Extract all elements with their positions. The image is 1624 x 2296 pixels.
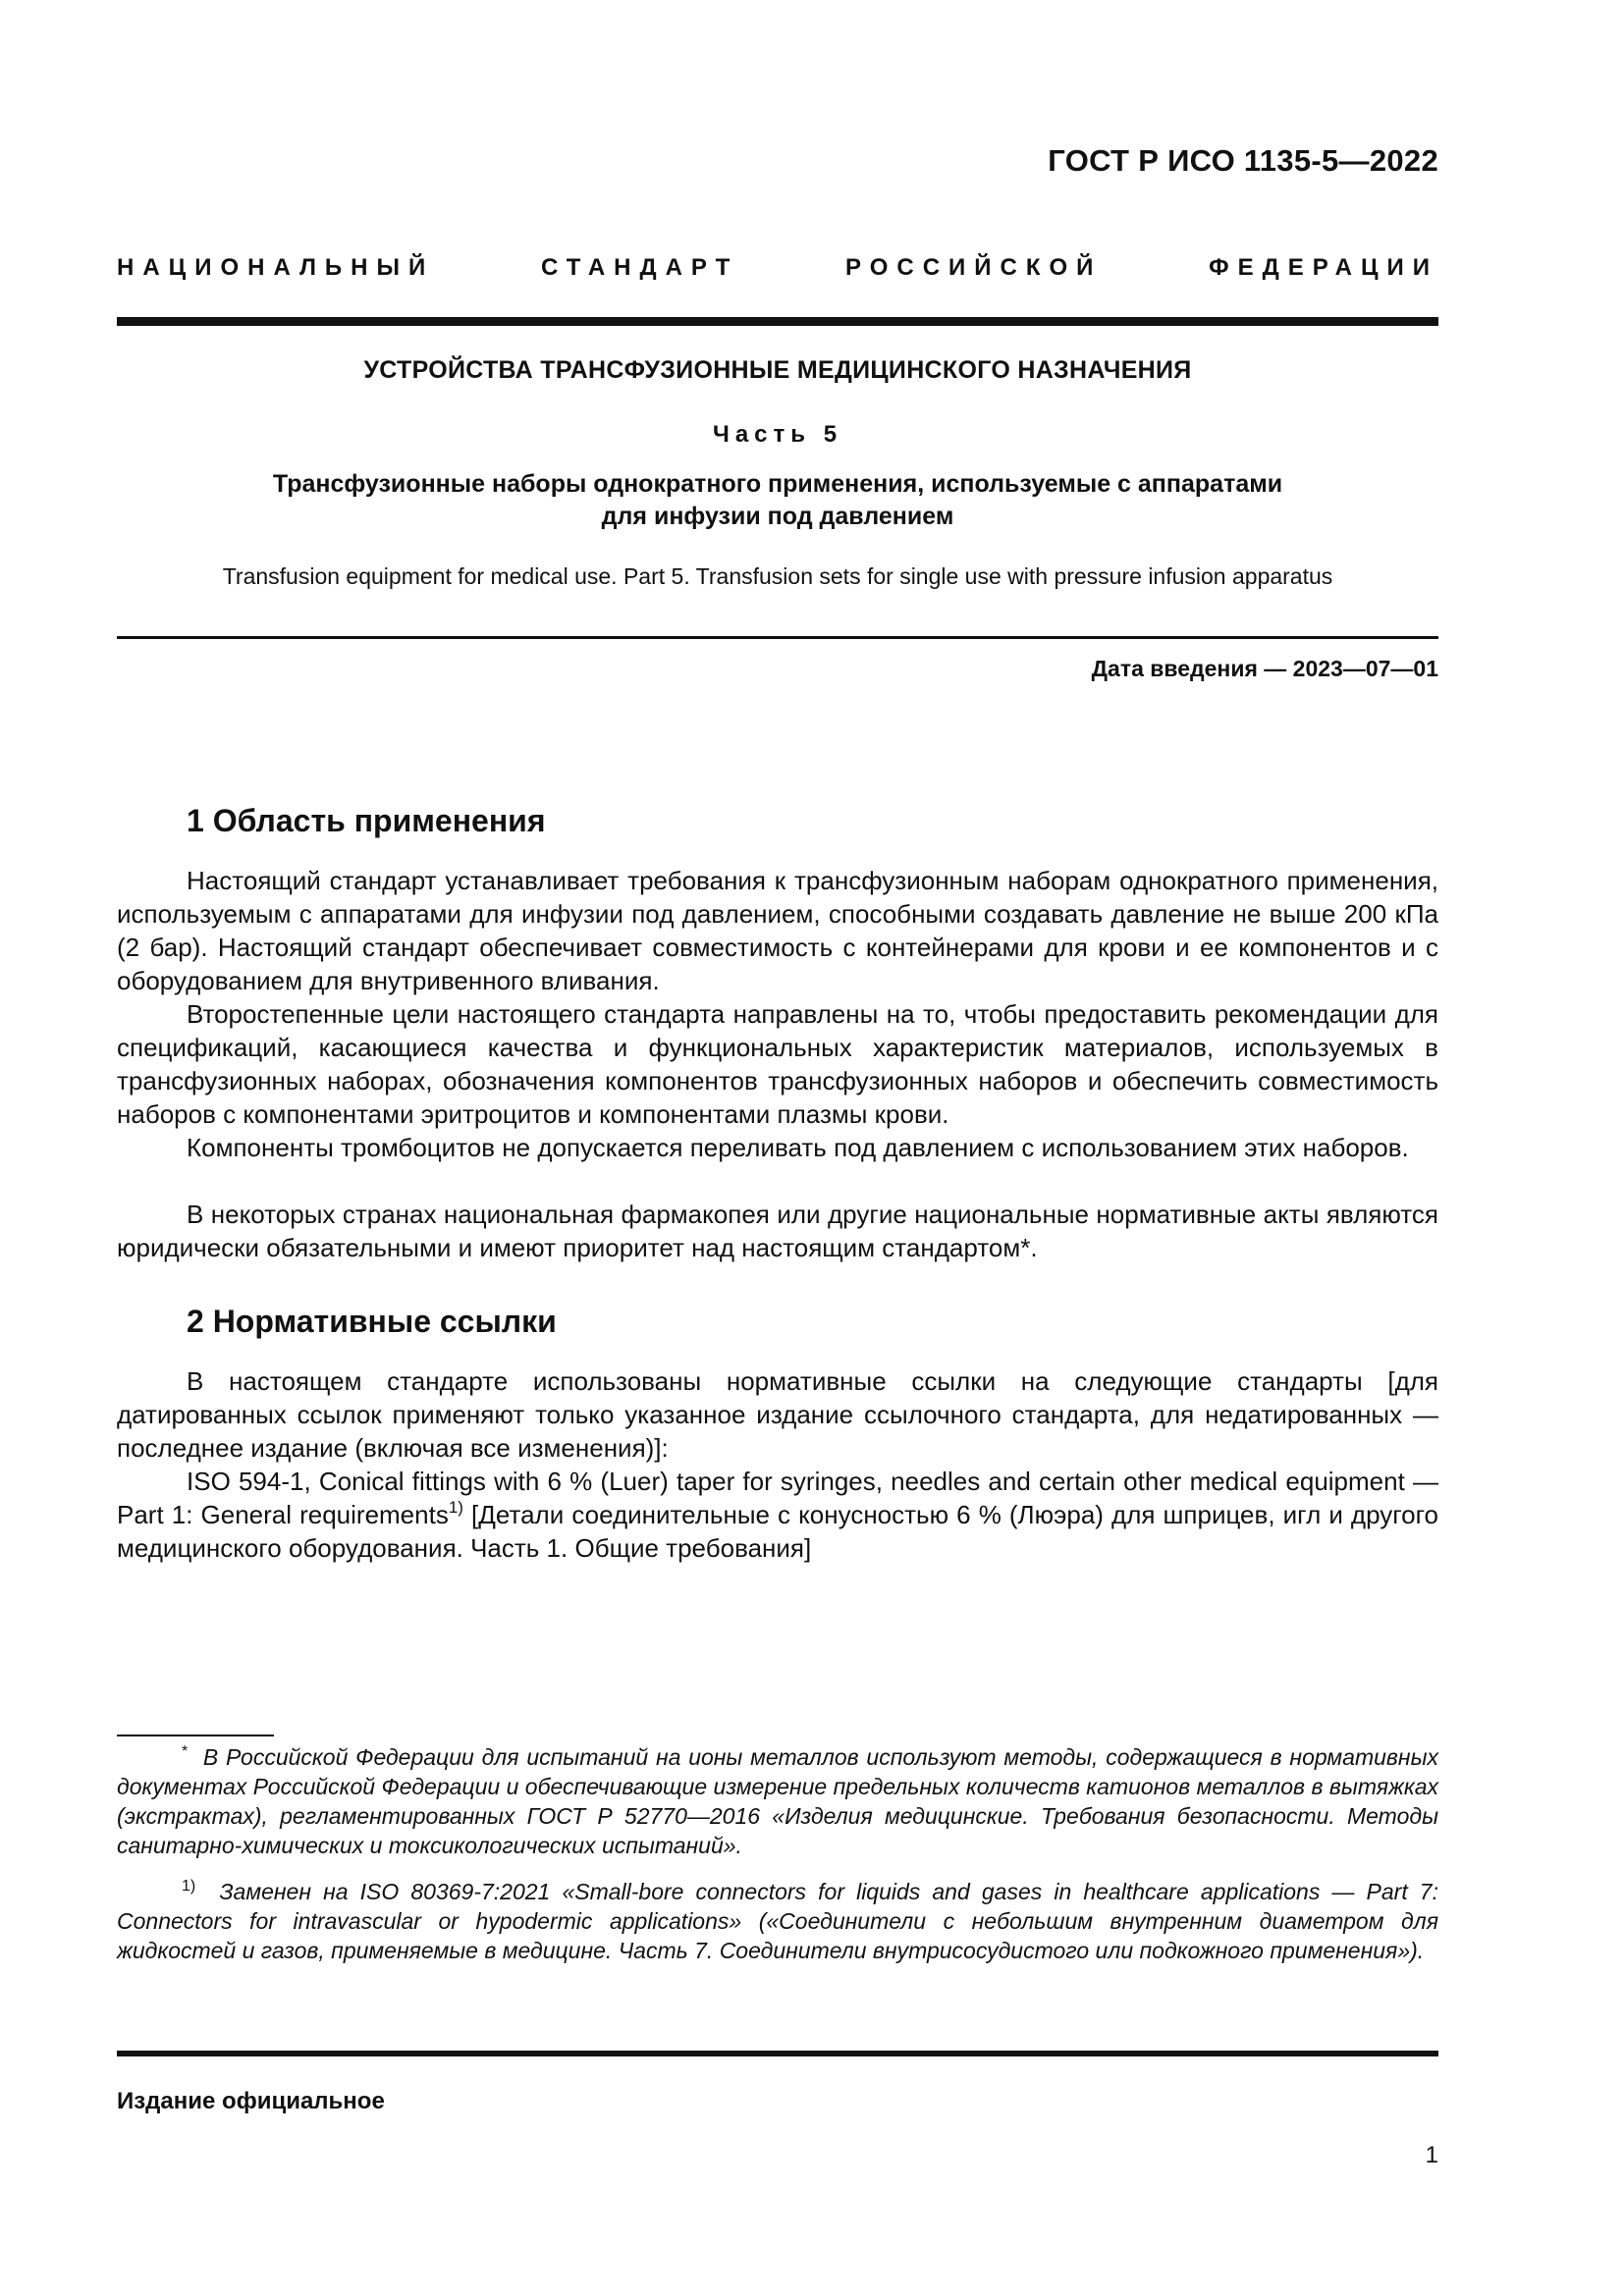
footnote-asterisk-mark: * xyxy=(182,1743,189,1760)
section-2-paragraph-1: В настоящем стандарте использованы нормативные ссылки на следующие стандарты [для датированных ссылок применяют только указанное издание ссылочного стандарта, для недатированных — последнее издание (включая все изменения)]: xyxy=(117,1366,1438,1463)
standard-designation: ГОСТ Р ИСО 1135-5—2022 xyxy=(1048,143,1438,178)
document-title: УСТРОЙСТВА ТРАНСФУЗИОННЫЕ МЕДИЦИНСКОГО НАЗНАЧЕНИЯ xyxy=(363,356,1192,384)
section-1-paragraph-1: Настоящий стандарт устанавливает требования к трансфузионным наборам однократного применения, используемым с аппаратами для инфузии под давлением, способными создавать давление не выше 200 кПа (2 бар). Настоящий стандарт обеспечивает совместимость с контейнерами для крови и ее компонентов и с оборудованием для внутривенного вливания. xyxy=(117,866,1438,995)
national-standard-banner: НАЦИОНАЛЬНЫЙ СТАНДАРТ РОССИЙСКОЙ ФЕДЕРАЦИИ xyxy=(117,254,1438,281)
section-1-heading: 1 Область применения xyxy=(187,803,546,838)
section-2-reference-iso-594-1 xyxy=(117,1465,1438,1565)
subtitle-line-1: Трансфузионные наборы однократного применения, используемые с аппаратами xyxy=(272,470,1283,498)
page-number: 1 xyxy=(1425,2142,1438,2168)
footnote-asterisk-text: В Российской Федерации для испытаний на ионы металлов используют методы, содержащиеся в нормативных документах Российской Федерации и обеспечивающие измерение предельных количеств катионов металлов в вытяжках (экстрактах), регламентированных ГОСТ Р 52770—2016 «Изделия медицинские. Требования безопасности. Методы санитарно-химических и токсикологических испытаний». xyxy=(117,1744,1439,1858)
reference-translation: [Детали соединительные с конусностью 6 % (Люэра) для шприцев, игл и другого медицинского оборудования. Часть 1. Общие требования] xyxy=(117,1500,1439,1563)
footnote-1-text: Заменен на ISO 80369-7:2021 «Small-bore connectors for liquids and gases in healthcare applications — Part 7: Connectors for intravascular or hypodermic applications» («Соединители с небольшим внутренним диаметром для жидкостей и газов, применяемые в медицине. Часть 7. Соединители внутрисосудистого или подкожного применения»). xyxy=(117,1879,1438,1963)
footnote-separator xyxy=(117,1735,274,1736)
english-title: Transfusion equipment for medical use. Part 5. Transfusion sets for single use with pressure infusion apparatus xyxy=(222,563,1333,589)
reference-text: ISO 594-1, Conical fittings with 6 % (Luer) taper for syringes, needles and certain other medical equipment — Part 1: General requirements xyxy=(117,1467,1438,1529)
document-subtitle xyxy=(117,468,1438,533)
document-part: Часть 5 xyxy=(712,421,843,448)
section-2-heading: 2 Нормативные ссылки xyxy=(187,1304,557,1339)
footnote-ref-1: 1) xyxy=(448,1498,463,1517)
introduction-date: Дата введения — 2023—07—01 xyxy=(1091,656,1438,681)
section-1-paragraph-3: Компоненты тромбоцитов не допускается переливать под давлением с использованием этих наборов. xyxy=(187,1133,1409,1162)
footnote-1-mark: 1) xyxy=(182,1878,196,1895)
footnote-1 xyxy=(117,1877,1438,1965)
title-divider xyxy=(117,636,1438,639)
footnote-asterisk xyxy=(117,1742,1438,1860)
section-1-paragraph-2: Второстепенные цели настоящего стандарта направлены на то, чтобы предоставить рекомендации для спецификаций, касающиеся качества и функциональных характеристик материалов, используемых в трансфузионных наборах, обозначения компонентов трансфузионных наборов и обеспечить совместимость наборов с компонентами эритроцитов и компонентами плазмы крови. xyxy=(117,999,1438,1129)
section-1-paragraph-4: В некоторых странах национальная фармакопея или другие национальные нормативные акты являются юридически обязательными и имеют приоритет над настоящим стандартом*. xyxy=(117,1200,1438,1262)
subtitle-line-2: для инфузии под давлением xyxy=(601,503,954,530)
footer-divider xyxy=(117,2051,1438,2056)
official-edition-label: Издание официальное xyxy=(117,2088,385,2114)
header-divider xyxy=(117,317,1438,326)
